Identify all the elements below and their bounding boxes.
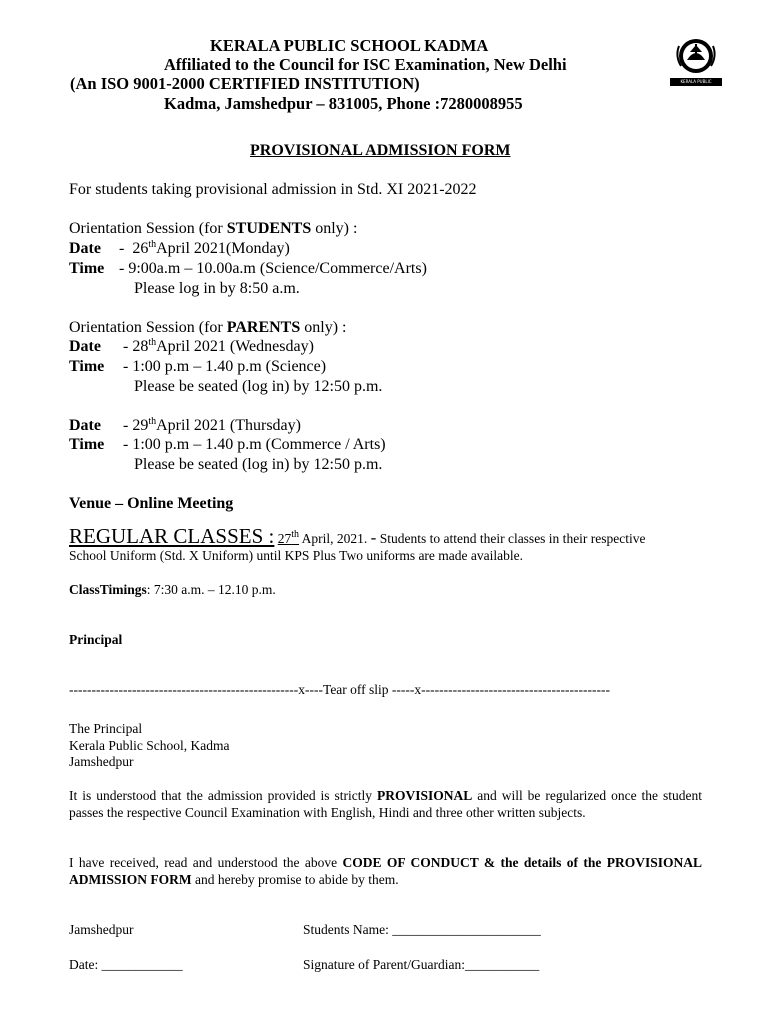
class-timings: ClassTimings: 7:30 a.m. – 12.10 p.m. xyxy=(69,582,276,597)
address-line-2: Kerala Public School, Kadma xyxy=(69,738,230,753)
regular-classes-line: REGULAR CLASSES : 27th April, 2021. - Students to attend their classes in their respective xyxy=(69,524,646,548)
principal-signoff: Principal xyxy=(69,632,123,647)
logo-caption: KERALA PUBLIC SCHOOLS xyxy=(680,79,712,92)
intro-text: For students taking provisional admission in Std. XI 2021-2022 xyxy=(69,181,477,198)
form-title: PROVISIONAL ADMISSION FORM xyxy=(250,142,511,159)
code-of-conduct-paragraph: I have received, read and understood the above CODE OF CONDUCT & the details of the PROVISIONAL ADMISSION FORM and hereby promise to abide by them. xyxy=(69,855,702,887)
student-session-heading: Orientation Session (for STUDENTS only) : xyxy=(69,220,358,237)
address-line: Kadma, Jamshedpur – 831005, Phone :7280008955 xyxy=(164,94,523,113)
date-field[interactable]: Date: ____________ xyxy=(69,957,183,972)
signature-field[interactable]: Signature of Parent/Guardian:___________ xyxy=(303,957,540,972)
student-session-time: Time - 9:00a.m – 10.00a.m (Science/Commerce/Arts) xyxy=(69,260,427,277)
parent-session-note-2: Please be seated (log in) by 12:50 p.m. xyxy=(134,456,383,473)
provisional-paragraph: It is understood that the admission provided is strictly PROVISIONAL and will be regularized once the student passes the respective Council Examination with English, Hindi and three other written subjects. xyxy=(69,788,703,820)
school-name: KERALA PUBLIC SCHOOL KADMA xyxy=(210,36,489,55)
students-name-field[interactable]: Students Name: ______________________ xyxy=(303,922,541,937)
parent-session-note-1: Please be seated (log in) by 12:50 p.m. xyxy=(134,378,383,395)
iso-line: (An ISO 9001-2000 CERTIFIED INSTITUTION) xyxy=(70,74,420,93)
parent-session-time-1: Time - 1:00 p.m – 1.40 p.m (Science) xyxy=(69,358,327,375)
address-line-3: Jamshedpur xyxy=(69,754,134,769)
student-session-date: Date - 26thApril 2021(Monday) xyxy=(69,239,290,257)
affiliation-line: Affiliated to the Council for ISC Examination, New Delhi xyxy=(164,55,567,74)
regular-classes-heading: REGULAR CLASSES xyxy=(69,524,269,548)
parent-session-time-2: Time - 1:00 p.m – 1.40 p.m (Commerce / Arts) xyxy=(69,436,386,453)
place-label: Jamshedpur xyxy=(69,922,134,937)
venue-line: Venue – Online Meeting xyxy=(69,495,234,512)
student-session-note: Please log in by 8:50 a.m. xyxy=(134,280,300,297)
address-line-1: The Principal xyxy=(69,721,143,736)
parent-session-date-1: Date - 28thApril 2021 (Wednesday) xyxy=(69,337,314,355)
regular-classes-line-2: School Uniform (Std. X Uniform) until KPS Plus Two uniforms are made available. xyxy=(69,548,524,563)
tear-off-label: x----Tear off slip -----x xyxy=(298,682,422,697)
tear-off-line: ---------------------------------------------------x----Tear off slip -----x------------------------------------------ xyxy=(69,682,610,697)
school-logo xyxy=(666,34,726,90)
parent-session-heading: Orientation Session (for PARENTS only) : xyxy=(69,319,347,336)
parent-session-date-2: Date - 29thApril 2021 (Thursday) xyxy=(69,416,301,434)
